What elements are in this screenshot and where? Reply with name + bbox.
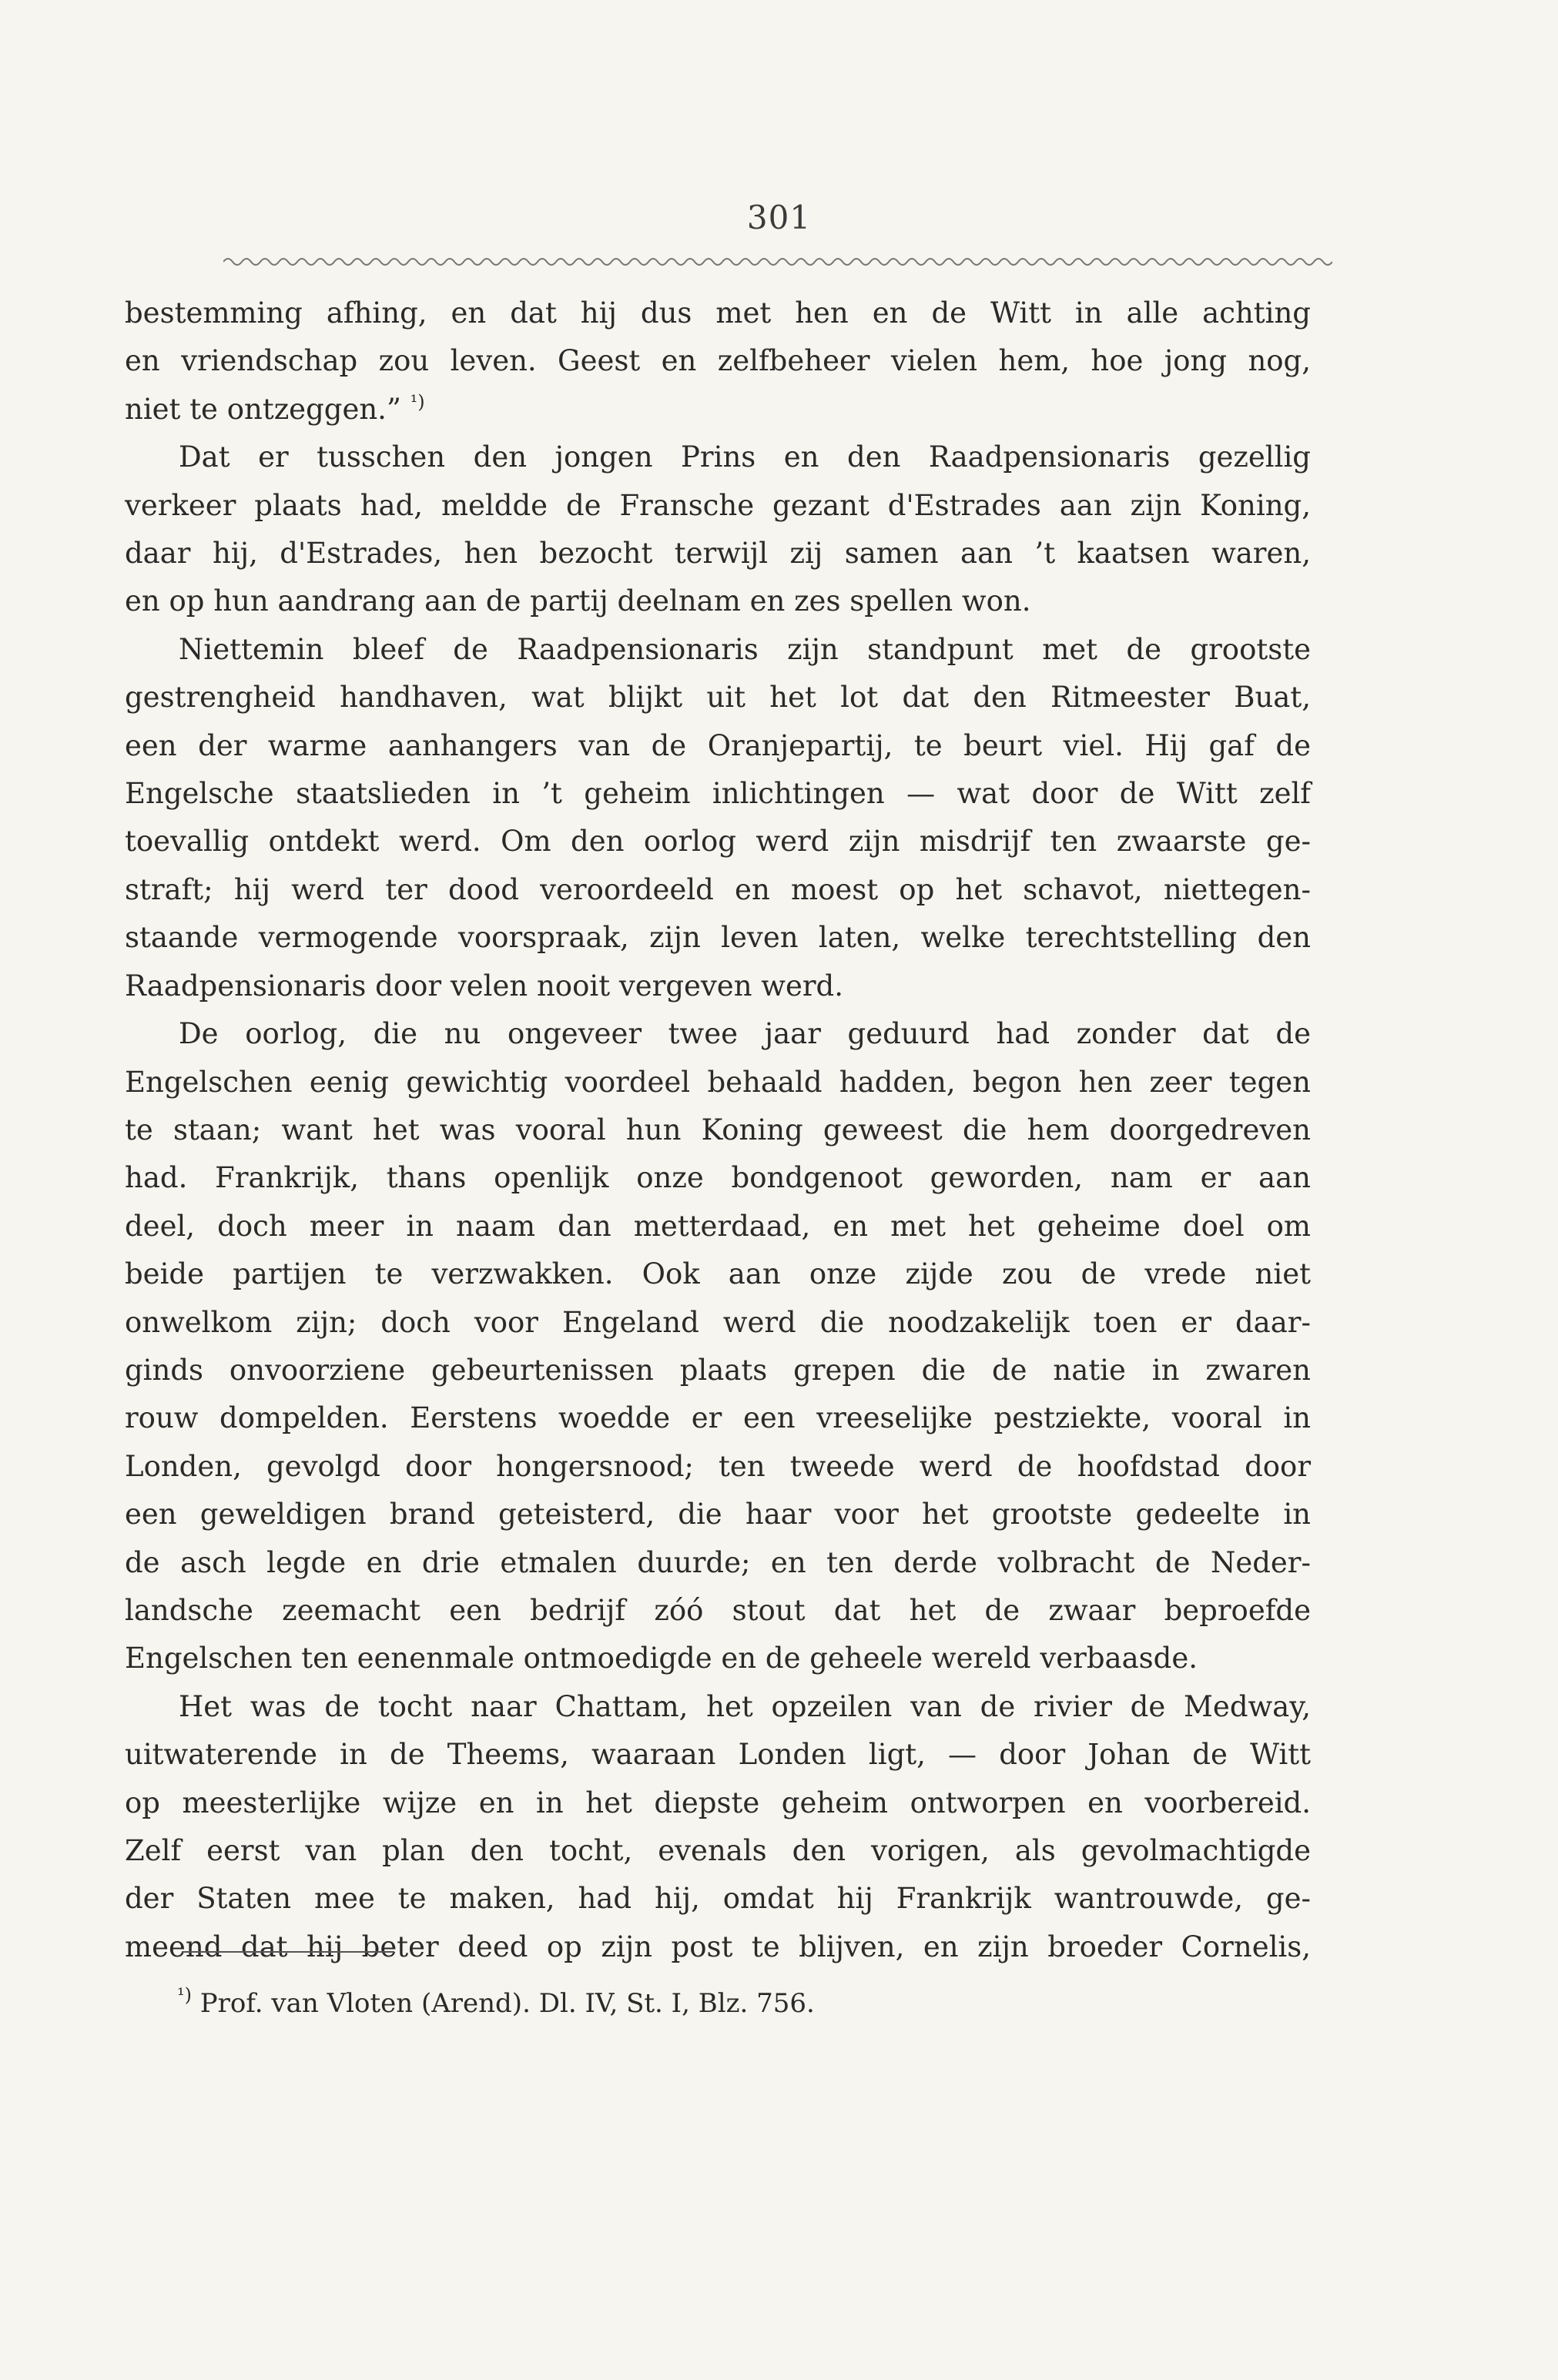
text-line: rouw dompelden. Eerstens woedde er een vreeselijke pestziekte, vooral in bbox=[125, 1401, 1311, 1435]
text-line: toevallig ontdekt werd. Om den oorlog werd zijn misdrijf ten zwaarste ge- bbox=[125, 825, 1311, 859]
page-number: 301 bbox=[746, 199, 812, 236]
text-line: en vriendschap zou leven. Geest en zelfbeheer vielen hem, hoe jong nog, bbox=[125, 344, 1311, 378]
text-line: straft; hij werd ter dood veroordeeld en moest op het schavot, niettegen- bbox=[125, 872, 1311, 906]
text-line: een geweldigen brand geteisterd, die haar voor het grootste gedeelte in bbox=[125, 1498, 1311, 1531]
text-line: en op hun aandrang aan de partij deelnam en zes spellen won. bbox=[125, 584, 1031, 618]
wavy-rule-ornament bbox=[223, 253, 1332, 271]
text-line: deel, doch meer in naam dan metterdaad, en met het geheime doel om bbox=[125, 1209, 1311, 1243]
body-text bbox=[125, 290, 1311, 1971]
text-line: beide partijen te verzwakken. Ook aan onze zijde zou de vrede niet bbox=[125, 1257, 1311, 1291]
text-line: Engelschen eenig gewichtig voordeel behaald hadden, begon hen zeer tegen bbox=[125, 1065, 1311, 1099]
text-line bbox=[125, 386, 1311, 433]
text-line: uitwaterende in de Theems, waaraan Londen ligt, — door Johan de Witt bbox=[125, 1738, 1311, 1772]
text-line: Niettemin bleef de Raadpensionaris zijn standpunt met de grootste bbox=[179, 632, 1311, 666]
text-line: Het was de tocht naar Chattam, het opzeilen van de rivier de Medway, bbox=[179, 1689, 1311, 1723]
text-line: bestemming afhing, en dat hij dus met hen en de Witt in alle achting bbox=[125, 296, 1311, 330]
text-line: staande vermogende voorspraak, zijn leven laten, welke terechtstelling den bbox=[125, 921, 1311, 955]
text-line: verkeer plaats had, meldde de Fransche gezant d'Estrades aan zijn Koning, bbox=[125, 488, 1311, 522]
text-line: een der warme aanhangers van de Oranjepartij, te beurt viel. Hij gaf de bbox=[125, 728, 1311, 762]
text-line: Londen, gevolgd door hongersnood; ten tweede werd de hoofdstad door bbox=[125, 1449, 1311, 1483]
text-line: had. Frankrijk, thans openlijk onze bondgenoot geworden, nam er aan bbox=[125, 1161, 1311, 1195]
text-line-content: niet te ontzeggen.” bbox=[125, 392, 401, 426]
footnote-text: Prof. van Vloten (Arend). Dl. IV, St. I, Blz. 756. bbox=[199, 1988, 815, 2019]
text-line: Dat er tusschen den jongen Prins en den Raadpensionaris gezellig bbox=[179, 440, 1311, 474]
text-line: meend dat hij beter deed op zijn post te blijven, en zijn broeder Cornelis, bbox=[125, 1930, 1311, 1963]
text-line: ginds onvoorziene gebeurtenissen plaats grepen die de natie in zwaren bbox=[125, 1353, 1311, 1387]
text-line: gestrengheid handhaven, wat blijkt uit het lot dat den Ritmeester Buat, bbox=[125, 681, 1311, 715]
text-line: te staan; want het was vooral hun Koning geweest die hem doorgedreven bbox=[125, 1113, 1311, 1146]
footnote-marker: ¹) bbox=[177, 1984, 192, 2006]
text-line: Engelsche staatslieden in ’t geheim inlichtingen — wat door de Witt zelf bbox=[125, 777, 1311, 811]
footnote-reference: ¹) bbox=[410, 390, 425, 413]
text-line: op meesterlijke wijze en in het diepste geheim ontworpen en voorbereid. bbox=[125, 1786, 1311, 1819]
footnote bbox=[177, 1984, 815, 2020]
text-line: daar hij, d'Estrades, hen bezocht terwijl zij samen aan ’t kaatsen waren, bbox=[125, 537, 1311, 571]
text-line: der Staten mee te maken, had hij, omdat hij Frankrijk wantrouwde, ge- bbox=[125, 1882, 1311, 1916]
footnote-divider bbox=[182, 1951, 394, 1953]
text-line: De oorlog, die nu ongeveer twee jaar geduurd had zonder dat de bbox=[179, 1017, 1311, 1051]
text-line: Zelf eerst van plan den tocht, evenals den vorigen, als gevolmachtigde bbox=[125, 1834, 1311, 1867]
text-line: onwelkom zijn; doch voor Engeland werd die noodzakelijk toen er daar- bbox=[125, 1305, 1311, 1339]
text-line: Raadpensionaris door velen nooit vergeven werd. bbox=[125, 969, 843, 1003]
text-line: de asch legde en drie etmalen duurde; en ten derde volbracht de Neder- bbox=[125, 1545, 1311, 1579]
text-line: landsche zeemacht een bedrijf zóó stout dat het de zwaar beproefde bbox=[125, 1593, 1311, 1627]
text-line: Engelschen ten eenenmale ontmoedigde en de geheele wereld verbaasde. bbox=[125, 1642, 1198, 1675]
